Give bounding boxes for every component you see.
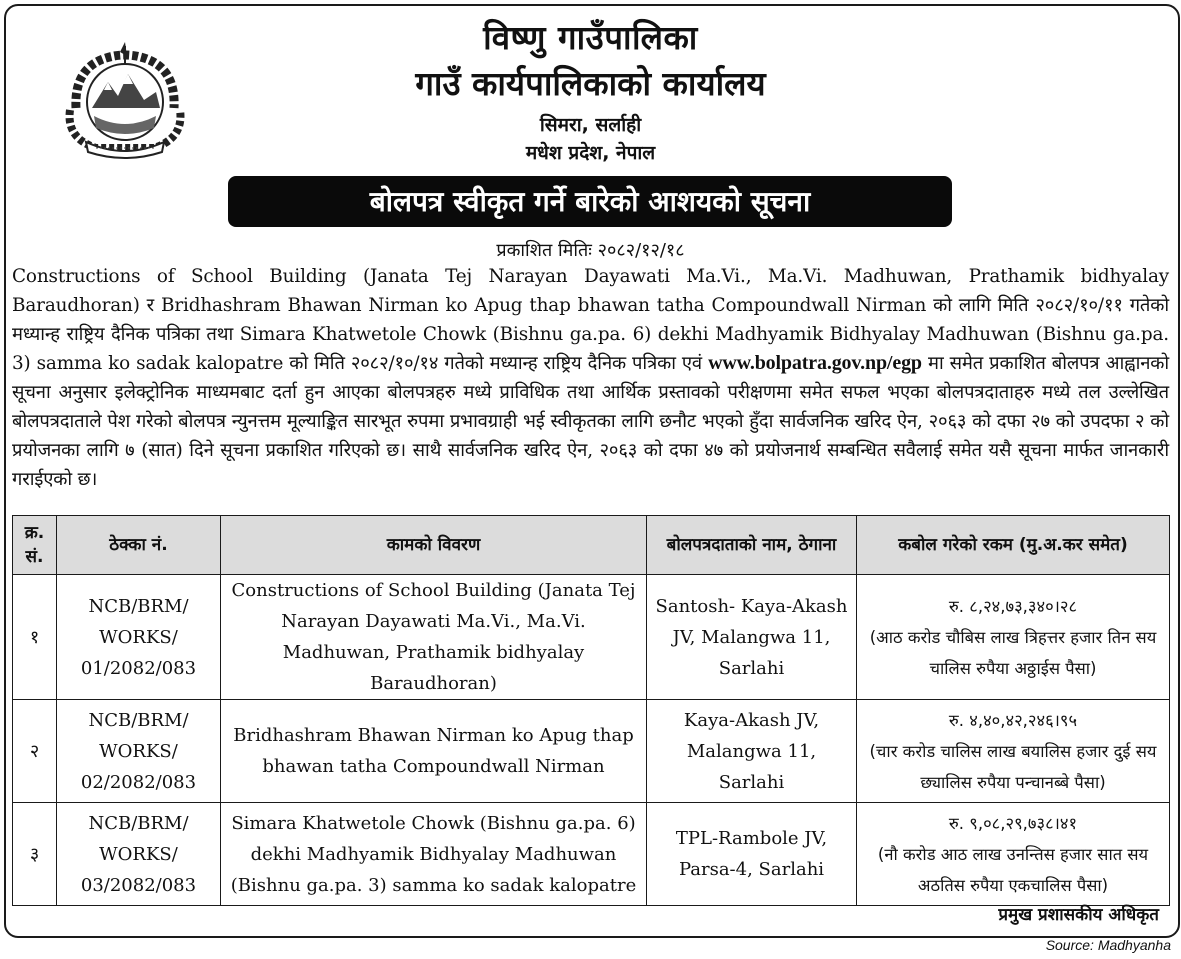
cell-bidder: Santosh- Kaya-Akash JV, Malangwa 11, Sarlahi bbox=[647, 575, 857, 700]
amount-words: (नौ करोड आठ लाख उनन्तिस हजार सात सय अठतिस रुपैया एकचालिस पैसा) bbox=[877, 844, 1149, 895]
table-row bbox=[13, 700, 1170, 803]
website-link[interactable]: www.bolpatra.gov.np/egp bbox=[708, 352, 922, 374]
header-work: कामको विवरण bbox=[221, 516, 647, 575]
header-sn: क्र. सं. bbox=[13, 516, 57, 575]
notice-body bbox=[12, 262, 1169, 494]
table-row bbox=[13, 575, 1170, 700]
body-paragraph-part1: Constructions of School Building (Janata Tej Narayan Dayawati Ma.Vi., Ma.Vi. Madhuwan, Prathamik bidhyalay Baraudhoran) र Bridhashram Bhawan Nirman ko Apug thap bhawan tatha Compoundwall Nirman को लागि मिति २०८२/१०/११ गतेको मध्यान्ह राष्ट्रिय दैनिक पत्रिका तथा Simara Khatwetole Chowk (Bishnu ga.pa. 6) dekhi Madhyamik Bidhyalay Madhuwan (Bishnu ga.pa. 3) samma ko sadak kalopatre को मिति २०८२/१०/१४ गतेको मध्यान्ह राष्ट्रिय दैनिक पत्रिका एवं bbox=[12, 266, 1169, 374]
cell-work: Constructions of School Building (Janata Tej Narayan Dayawati Ma.Vi., Ma.Vi. Madhuwan, Prathamik bidhyalay Baraudhoran) bbox=[221, 575, 647, 700]
body-paragraph-part2: मा समेत प्रकाशित बोलपत्र आह्वानको सूचना अनुसार इलेक्ट्रोनिक माध्यमबाट दर्ता हुन आएका बोलपत्रहरु मध्ये प्राविधिक तथा आर्थिक प्रस्तावको परीक्षणमा समेत सफल भएका बोलपत्रदाताहरु मध्ये तल उल्लेखित बोलपत्रदाताले पेश गरेको बोलपत्र न्युनत्तम मूल्याङ्कित सारभूत रुपमा प्रभावग्राही भई स्वीकृतका लागि छनौट भएको हुँदा सार्वजनिक खरिद ऐन, २०६३ को दफा २७ को उपदफा २ को प्रयोजनका लागि ७ (सात) दिने सूचना प्रकाशित गरिएको छ। साथै सार्वजनिक खरिद ऐन, २०६३ को दफा ४७ को प्रयोजनार्थ सम्बन्धित सवैलाई समेत यसै सूचना मार्फत जानकारी गराईएको छ। bbox=[12, 353, 1169, 490]
amount-figure: रु. ९,०८,२९,७३८।४१ bbox=[948, 813, 1078, 833]
cell-amount bbox=[857, 700, 1170, 803]
address-line-1: सिमरा, सर्लाही bbox=[539, 114, 642, 136]
cell-bidder: Kaya-Akash JV, Malangwa 11, Sarlahi bbox=[647, 700, 857, 803]
contract-line: NCB/BRM/ bbox=[88, 709, 189, 731]
cell-sn: २ bbox=[13, 700, 57, 803]
signatory: प्रमुख प्रशासकीय अधिकृत bbox=[998, 905, 1159, 925]
contract-line: 01/2082/083 bbox=[80, 657, 197, 679]
contract-line: 03/2082/083 bbox=[80, 874, 197, 896]
published-date: प्रकाशित मितिः २०८२/१२/१८ bbox=[496, 240, 685, 261]
amount-words: (आठ करोड चौबिस लाख त्रिहत्तर हजार तिन सय चालिस रुपैया अठ्ठाईस पैसा) bbox=[869, 627, 1157, 678]
header-amount: कबोल गरेको रकम (मु.अ.कर समेत) bbox=[857, 516, 1170, 575]
amount-words: (चार करोड चालिस लाख बयालिस हजार दुई सय छ्यालिस रुपैया पन्चानब्बे पैसा) bbox=[869, 741, 1157, 792]
table-header-row bbox=[13, 516, 1170, 575]
address-line-2: मधेश प्रदेश, नेपाल bbox=[525, 142, 656, 164]
contract-line: WORKS/ bbox=[99, 843, 178, 865]
award-table bbox=[12, 515, 1170, 906]
cell-contract bbox=[57, 700, 221, 803]
cell-work: Simara Khatwetole Chowk (Bishnu ga.pa. 6) dekhi Madhyamik Bidhyalay Madhuwan (Bishnu ga.pa. 3) samma ko sadak kalopatre bbox=[221, 803, 647, 906]
cell-amount bbox=[857, 803, 1170, 906]
contract-line: NCB/BRM/ bbox=[88, 812, 189, 834]
notice-title-banner: बोलपत्र स्वीकृत गर्ने बारेको आशयको सूचना bbox=[228, 176, 952, 227]
header-bidder: बोलपत्रदाताको नाम, ठेगाना bbox=[647, 516, 857, 575]
amount-figure: रु. ८,२४,७३,३४०।२८ bbox=[948, 596, 1078, 616]
cell-sn: ३ bbox=[13, 803, 57, 906]
contract-line: WORKS/ bbox=[99, 626, 178, 648]
header-contract: ठेक्का नं. bbox=[57, 516, 221, 575]
cell-sn: १ bbox=[13, 575, 57, 700]
contract-line: WORKS/ bbox=[99, 740, 178, 762]
cell-bidder: TPL-Rambole JV, Parsa-4, Sarlahi bbox=[647, 803, 857, 906]
cell-contract bbox=[57, 803, 221, 906]
table-row bbox=[13, 803, 1170, 906]
office-subtitle: गाउँ कार्यपालिकाको कार्यालय bbox=[415, 64, 766, 103]
office-name: विष्णु गाउँपालिका bbox=[483, 18, 698, 57]
cell-work: Bridhashram Bhawan Nirman ko Apug thap bhawan tatha Compoundwall Nirman bbox=[221, 700, 647, 803]
source-credit: Source: Madhyanha bbox=[1045, 937, 1171, 953]
contract-line: NCB/BRM/ bbox=[88, 595, 189, 617]
cell-amount bbox=[857, 575, 1170, 700]
amount-figure: रु. ४,४०,४२,२४६।९५ bbox=[948, 710, 1078, 730]
contract-line: 02/2082/083 bbox=[80, 771, 197, 793]
cell-contract bbox=[57, 575, 221, 700]
